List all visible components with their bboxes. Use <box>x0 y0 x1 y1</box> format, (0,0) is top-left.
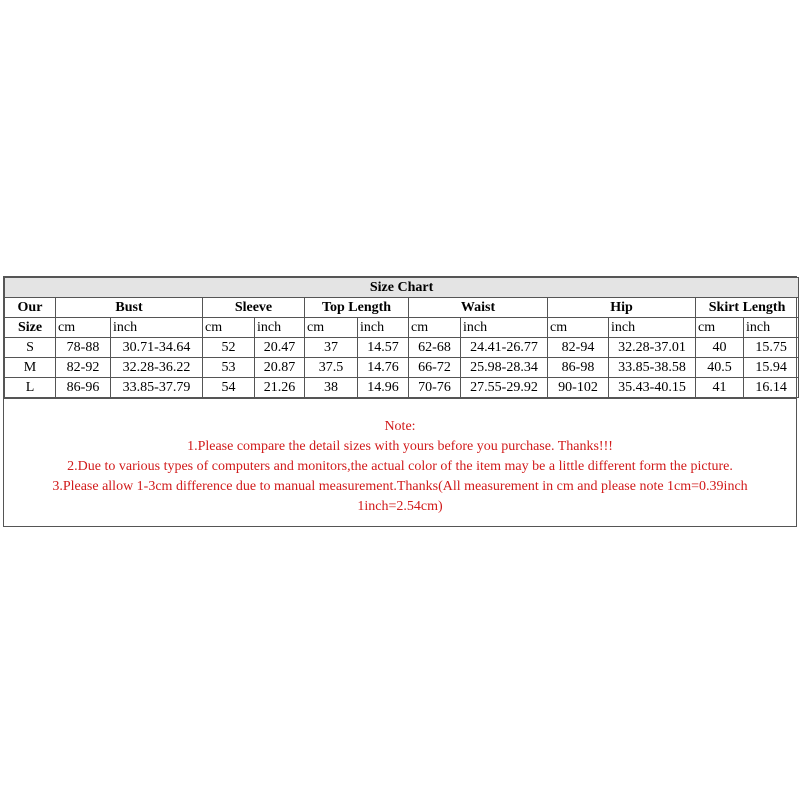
table-cell: 86-98 <box>548 358 609 378</box>
group-header-top-length: Top Length <box>305 298 409 318</box>
table-cell: 14.76 <box>358 358 409 378</box>
table-cell: 15.75 <box>744 338 799 358</box>
table-cell: 27.55-29.92 <box>461 378 548 398</box>
table-row <box>5 358 799 378</box>
table-cell: 41 <box>696 378 744 398</box>
table-cell: 62-68 <box>409 338 461 358</box>
table-cell: 35.43-40.15 <box>609 378 696 398</box>
note-line-2: 2.Due to various types of computers and monitors,the actual color of the item may be a little different form the picture. <box>67 459 733 474</box>
table-cell: 70-76 <box>409 378 461 398</box>
unit-cm: cm <box>409 318 461 338</box>
table-cell: 24.41-26.77 <box>461 338 548 358</box>
table-cell: 32.28-36.22 <box>111 358 203 378</box>
table-cell: 37 <box>305 338 358 358</box>
unit-inch: inch <box>609 318 696 338</box>
table-cell: 14.57 <box>358 338 409 358</box>
table-cell: 40 <box>696 338 744 358</box>
unit-inch: inch <box>111 318 203 338</box>
group-header-skirt-length: Skirt Length <box>696 298 799 318</box>
unit-cm: cm <box>305 318 358 338</box>
table-cell: 32.28-37.01 <box>609 338 696 358</box>
group-header-hip: Hip <box>548 298 696 318</box>
table-cell: 53 <box>203 358 255 378</box>
notes-section <box>4 398 796 526</box>
table-cell: 20.47 <box>255 338 305 358</box>
size-cell: S <box>5 338 56 358</box>
unit-cm: cm <box>696 318 744 338</box>
note-line-4: 1inch=2.54cm) <box>357 499 443 514</box>
table-cell: 78-88 <box>56 338 111 358</box>
table-cell: 38 <box>305 378 358 398</box>
group-header-bust: Bust <box>56 298 203 318</box>
table-cell: 30.71-34.64 <box>111 338 203 358</box>
table-cell: 33.85-37.79 <box>111 378 203 398</box>
table-cell: 86-96 <box>56 378 111 398</box>
table-row <box>5 378 799 398</box>
unit-inch: inch <box>461 318 548 338</box>
table-cell: 20.87 <box>255 358 305 378</box>
size-chart-table <box>4 277 799 398</box>
size-header: Size <box>5 318 56 338</box>
table-cell: 21.26 <box>255 378 305 398</box>
table-cell: 54 <box>203 378 255 398</box>
table-cell: 66-72 <box>409 358 461 378</box>
table-cell: 82-94 <box>548 338 609 358</box>
table-cell: 52 <box>203 338 255 358</box>
notes-heading: Note: <box>384 419 416 434</box>
table-cell: 14.96 <box>358 378 409 398</box>
size-chart <box>3 276 797 527</box>
unit-inch: inch <box>358 318 409 338</box>
size-cell: L <box>5 378 56 398</box>
note-line-3: 3.Please allow 1-3cm difference due to manual measurement.Thanks(All measurement in cm and please note 1cm=0.39inch <box>52 479 748 494</box>
group-header-waist: Waist <box>409 298 548 318</box>
unit-inch: inch <box>744 318 799 338</box>
unit-cm: cm <box>548 318 609 338</box>
unit-cm: cm <box>56 318 111 338</box>
table-cell: 37.5 <box>305 358 358 378</box>
table-cell: 33.85-38.58 <box>609 358 696 378</box>
table-cell: 16.14 <box>744 378 799 398</box>
table-cell: 15.94 <box>744 358 799 378</box>
table-cell: 40.5 <box>696 358 744 378</box>
unit-cm: cm <box>203 318 255 338</box>
size-header: Our <box>5 298 56 318</box>
group-header-sleeve: Sleeve <box>203 298 305 318</box>
size-cell: M <box>5 358 56 378</box>
unit-inch: inch <box>255 318 305 338</box>
table-cell: 82-92 <box>56 358 111 378</box>
table-row <box>5 338 799 358</box>
chart-title: Size Chart <box>5 278 799 298</box>
table-cell: 90-102 <box>548 378 609 398</box>
note-line-1: 1.Please compare the detail sizes with yours before you purchase. Thanks!!! <box>187 439 613 454</box>
table-cell: 25.98-28.34 <box>461 358 548 378</box>
